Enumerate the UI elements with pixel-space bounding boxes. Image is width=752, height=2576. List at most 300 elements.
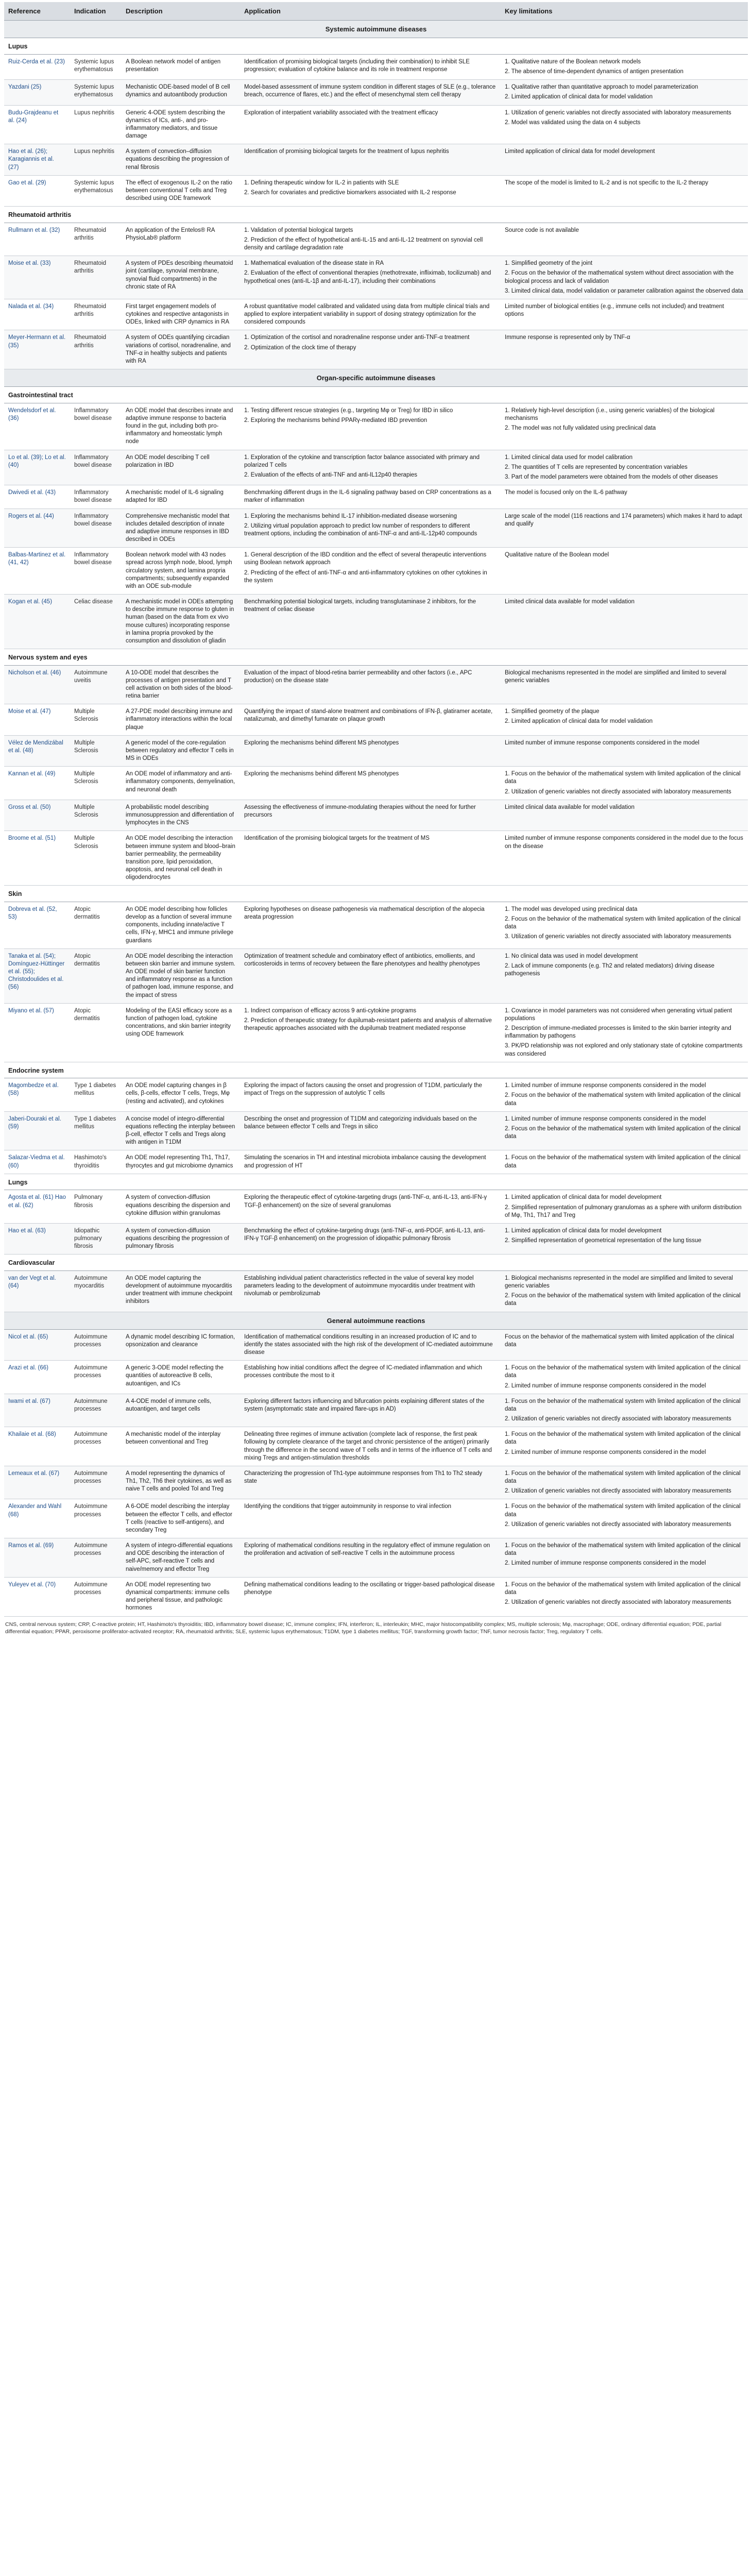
limitation-item: 1. Focus on the behavior of the mathematical system with limited application of the clinical data [505, 1543, 741, 1557]
cell-application [240, 1190, 501, 1224]
subsection-header-row [4, 1255, 748, 1271]
limitation-item: 1. Covariance in model parameters was not considered when generating virtual patient populations [505, 1007, 732, 1022]
table-row [4, 223, 748, 256]
application-item: Exploration of interpatient variability associated with the treatment efficacy [244, 109, 438, 116]
limitation-item: 2. Focus on the behavior of the mathematical system with limited application of the clinical data [505, 1293, 741, 1307]
limitation-item: Limited clinical data available for model validation [505, 804, 635, 810]
table-row [4, 1223, 748, 1255]
application-item: Exploring hypotheses on disease pathogenesis via mathematical description of the alopecia areata progression [244, 906, 485, 921]
application-item: Describing the onset and progression of T1DM and categorizing individuals based on the balance between effector T cells and Tregs in silico [244, 1115, 477, 1130]
subsection-title: Skin [4, 886, 748, 902]
cell-reference: Kannan et al. (49) [4, 767, 70, 800]
cell-application [240, 665, 501, 704]
limitation-item: 1. Relatively high-level description (i.e., using generic variables) of the biological mechanisms [505, 407, 715, 421]
cell-limitations [501, 548, 748, 595]
cell-description: An ODE model representing two dynamical compartments: immune cells and peripheral tissue, and pathologic hormones [122, 1577, 240, 1616]
cell-indication: Inflammatory bowel disease [70, 548, 122, 595]
subsection-title: Lupus [4, 38, 748, 55]
cell-indication: Systemic lupus erythematosus [70, 175, 122, 207]
cell-application [240, 1361, 501, 1394]
application-item: Identifying the conditions that trigger autoimmunity in response to viral infection [244, 1503, 452, 1510]
cell-description: A generic model of the core-regulation between regulatory and effector T cells in MS in ODEs [122, 735, 240, 767]
cell-indication: Multiple Sclerosis [70, 704, 122, 736]
subsection-title: Cardiovascular [4, 1255, 748, 1271]
table-header [4, 2, 748, 21]
cell-description: A 6-ODE model describing the interplay between the effector T cells, and effector T cells (reactive to self-antigens), and secondary Treg [122, 1499, 240, 1538]
cell-reference: Moise et al. (33) [4, 256, 70, 299]
cell-indication: Lupus nephritis [70, 105, 122, 144]
application-item: 1. Mathematical evaluation of the disease state in RA [244, 260, 384, 267]
cell-description: A 10-ODE model that describes the processes of antigen presentation and T cell activation on both sides of the blood-retina barrier [122, 665, 240, 704]
subsection-header-row [4, 886, 748, 902]
cell-application [240, 485, 501, 509]
header-reference: Reference [4, 2, 70, 21]
cell-application [240, 595, 501, 649]
table-row [4, 1111, 748, 1150]
table-row [4, 330, 748, 369]
limitation-item: 1. Limited number of immune response components considered in the model [505, 1115, 706, 1122]
application-item: Assessing the effectiveness of immune-modulating therapies without the need for further precursors [244, 804, 476, 818]
table-row [4, 595, 748, 649]
cell-limitations [501, 450, 748, 485]
application-item: Exploring different factors influencing and bifurcation points explaining different states of the system (asymptomatic state and impaired flare-ups in AD) [244, 1398, 485, 1412]
cell-description: Modeling of the EASI efficacy score as a function of pathogen load, cytokine concentrations, and skin barrier integrity using ODE framework [122, 1003, 240, 1062]
cell-description: A 27-PDE model describing immune and inflammatory interactions within the local plaque [122, 704, 240, 736]
limitation-item: 1. Qualitative rather than quantitative approach to model parameterization [505, 84, 698, 91]
cell-reference: Iwami et al. (67) [4, 1394, 70, 1427]
cell-indication: Systemic lupus erythematosus [70, 80, 122, 105]
cell-description: A 4-ODE model of immune cells, autoantigen, and target cells [122, 1394, 240, 1427]
cell-reference: Dobreva et al. (52, 53) [4, 902, 70, 948]
table-row [4, 1003, 748, 1062]
header-application: Application [240, 2, 501, 21]
cell-limitations [501, 1270, 748, 1312]
application-item: Exploring of mathematical conditions resulting in the regulatory effect of immune regulation on the proliferation and activation of self-reactive T cells in the autoimmune process [244, 1543, 490, 1557]
cell-limitations [501, 1003, 748, 1062]
cell-description: An ODE model capturing changes in β cells, β-cells, effector T cells, Tregs, Mφ (resting and activated), and cytokines [122, 1078, 240, 1112]
limitation-item: 3. Part of the model parameters were obtained from the models of other diseases [505, 473, 718, 480]
header-limitations: Key limitations [501, 2, 748, 21]
cell-description: An ODE model describing how follicles develop as a function of several immune components, including innate/active T cells, IFN-γ, MHC1 and immune privilege guardians [122, 902, 240, 948]
cell-reference: Nalada et al. (34) [4, 299, 70, 330]
table-row [4, 735, 748, 767]
cell-limitations [501, 1223, 748, 1255]
cell-limitations [501, 800, 748, 831]
limitation-item: 2. Utilization of generic variables not directly associated with laboratory measurements [505, 1521, 731, 1528]
section-title: General autoimmune reactions [4, 1312, 748, 1329]
limitation-item: Immune response is represented only by TNF-α [505, 334, 630, 341]
cell-indication: Inflammatory bowel disease [70, 450, 122, 485]
limitation-item: 1. Focus on the behavior of the mathematical system with limited application of the clinical data [505, 1470, 741, 1485]
cell-application [240, 548, 501, 595]
cell-reference: Gross et al. (50) [4, 800, 70, 831]
cell-limitations [501, 735, 748, 767]
limitation-item: Large scale of the model (116 reactions and 174 parameters) which makes it hard to adapt and qualify [505, 513, 742, 527]
limitation-item: Limited number of biological entities (e.g., immune cells not included) and treatment options [505, 303, 724, 318]
table-row [4, 902, 748, 948]
cell-limitations [501, 1190, 748, 1224]
limitation-item: 1. Simplified geometry of the plaque [505, 708, 600, 715]
cell-reference: Dwivedi et al. (43) [4, 485, 70, 509]
table-row [4, 1190, 748, 1224]
subsection-title: Rheumatoid arthritis [4, 207, 748, 223]
cell-description: A system of integro-differential equations and ODE describing the interaction of self-APC, self-reactive T cells and naive/memory and effector Treg [122, 1538, 240, 1578]
application-item: Establishing how initial conditions affect the degree of IC-mediated inflammation and which processes contribute the most to it [244, 1365, 482, 1379]
cell-limitations [501, 1466, 748, 1499]
cell-indication: Autoimmune processes [70, 1577, 122, 1616]
application-item: 2. Evaluation of the effects of anti-TNF and anti-IL12p40 therapies [244, 471, 418, 478]
application-item: Identification of promising biological targets for the treatment of lupus nephritis [244, 148, 449, 155]
limitation-item: Source code is not available [505, 227, 579, 233]
cell-application [240, 767, 501, 800]
section-header-row [4, 21, 748, 38]
table-row [4, 1150, 748, 1174]
limitation-item: 3. Limited clinical data, model validation or parameter calibration against the observed data [505, 287, 743, 294]
cell-description: An ODE model capturing the development of autoimmune myocarditis under treatment with immune checkpoint inhibitors [122, 1270, 240, 1312]
cell-indication: Hashimoto's thyroiditis [70, 1150, 122, 1174]
cell-reference: Jaberi-Douraki et al. (59) [4, 1111, 70, 1150]
application-item: Identification of the promising biological targets for the treatment of MS [244, 835, 430, 842]
cell-description: A dynamic model describing IC formation, opsonization and clearance [122, 1329, 240, 1361]
cell-limitations [501, 403, 748, 450]
limitation-item: 2. Limited application of clinical data for model validation [505, 718, 653, 725]
table-body [4, 21, 748, 1616]
cell-indication: Autoimmune processes [70, 1361, 122, 1394]
cell-limitations [501, 665, 748, 704]
limitation-item: 1. Focus on the behavior of the mathematical system with limited application of the clinical data [505, 1365, 741, 1379]
limitation-item: 2. Model was validated using the data on 4 subjects [505, 119, 641, 126]
limitation-item: 1. No clinical data was used in model development [505, 953, 638, 959]
cell-description: A probabilistic model describing immunosuppression and differentiation of lymphocytes in the CNS [122, 800, 240, 831]
limitation-item: 3. Utilization of generic variables not directly associated with laboratory measurements [505, 934, 731, 940]
table-row [4, 1466, 748, 1499]
cell-indication: Inflammatory bowel disease [70, 509, 122, 548]
cell-description: A mechanistic model of the interplay between conventional and Treg [122, 1427, 240, 1466]
cell-reference: Agosta et al. (61) Hao et al. (62) [4, 1190, 70, 1224]
limitation-item: 1. Biological mechanisms represented in the model are simplified and limited to several generic variables [505, 1275, 733, 1290]
cell-application [240, 403, 501, 450]
cell-limitations [501, 509, 748, 548]
application-item: Benchmarking different drugs in the IL-6 signaling pathway based on CRP concentrations as a marker of inflammation [244, 489, 491, 504]
cell-indication: Lupus nephritis [70, 144, 122, 176]
cell-description: A mechanistic model in ODEs attempting to describe immune response to gluten in human (based on the data from ex vivo mouse cultures) incorporating response in lamina propria provoked by the consumption and dissolution of gliadin [122, 595, 240, 649]
limitation-item: 1. Limited number of immune response components considered in the model [505, 1082, 706, 1089]
application-item: Identification of mathematical conditions resulting in an increased production of IC and to identify the states associated with the high risk of the development of IC-mediated autoimmune disease [244, 1333, 493, 1356]
cell-application [240, 450, 501, 485]
cell-description: A model representing the dynamics of Th1, Th2, Th6 their cytokines, as well as naive T cells and pooled Tol and Treg [122, 1466, 240, 1499]
cell-application [240, 1466, 501, 1499]
limitation-item: 2. Focus on the behavior of the mathematical system with limited application of the clinical data [505, 1125, 741, 1140]
cell-description: Mechanistic ODE-based model of B cell dynamics and autoantibody production [122, 80, 240, 105]
cell-indication: Multiple Sclerosis [70, 831, 122, 886]
cell-reference: Gao et al. (29) [4, 175, 70, 207]
cell-application [240, 1577, 501, 1616]
cell-indication: Multiple Sclerosis [70, 767, 122, 800]
cell-application [240, 1538, 501, 1578]
limitation-item: Limited clinical data available for model validation [505, 599, 635, 605]
cell-reference: Balbas-Martinez et al. (41, 42) [4, 548, 70, 595]
cell-limitations [501, 175, 748, 207]
cell-reference: Tanaka et al. (54); Domínguez-Hüttinger et al. (55); Christodoulides et al. (56) [4, 948, 70, 1003]
cell-description: A concise model of integro-differential equations reflecting the interplay between β-cell, effector T cells and Tregs along with antigen in T1DM [122, 1111, 240, 1150]
cell-description: A system of PDEs describing rheumatoid joint (cartilage, synovial membrane, synovial fluid compartments) in the chronic state of RA [122, 256, 240, 299]
limitation-item: 1. Simplified geometry of the joint [505, 260, 593, 267]
cell-reference: Miyano et al. (57) [4, 1003, 70, 1062]
limitation-item: 2. Limited number of immune response components considered in the model [505, 1382, 706, 1389]
application-item: Delineating three regimes of immune activation (complete lack of response, the first peak following by complete clearance of the target and chronic persistence of the antigen) primarily through the difference in the second wave of T cells and in terms of the influence of T cells and mixing Tregs and antigen-stimulation thresholds [244, 1431, 492, 1461]
cell-application [240, 299, 501, 330]
cell-indication: Autoimmune processes [70, 1538, 122, 1578]
subsection-header-row [4, 649, 748, 666]
cell-limitations [501, 1329, 748, 1361]
cell-reference: Ruiz-Cerda et al. (23) [4, 54, 70, 79]
subsection-header-row [4, 1062, 748, 1078]
limitation-item: Limited application of clinical data for model development [505, 148, 655, 155]
cell-description: An ODE model describing the interaction between skin barrier and immune system. An ODE model of skin barrier function and inflammatory response as a function of pathogen load, immune response, and the impact of stress [122, 948, 240, 1003]
cell-limitations [501, 767, 748, 800]
cell-reference: Alexander and Wahl (68) [4, 1499, 70, 1538]
cell-application [240, 902, 501, 948]
cell-application [240, 330, 501, 369]
application-item: 2. Evaluation of the effect of conventional therapies (methotrexate, infliximab, tocilizumab) and hypothetical ones (anti-IL-1β and anti-IL-17), including their combinations [244, 270, 491, 284]
application-item: 2. Utilizing virtual population approach to predict low number of responders to different treatment options, including the combination of anti-TNF-α and anti-IL-12p40 compounds [244, 522, 477, 537]
cell-reference: Arazi et al. (66) [4, 1361, 70, 1394]
application-item: 2. Predicting of the effect of anti-TNF-α and anti-inflammatory cytokines on other cytokines in the system [244, 569, 487, 584]
cell-limitations [501, 80, 748, 105]
application-item: 2. Optimization of the clock time of therapy [244, 344, 356, 351]
table-row [4, 509, 748, 548]
table-row [4, 1078, 748, 1112]
cell-indication: Multiple Sclerosis [70, 735, 122, 767]
cell-application [240, 256, 501, 299]
cell-indication: Atopic dermatitis [70, 948, 122, 1003]
limitation-item: 2. Limited number of immune response components considered in the model [505, 1449, 706, 1455]
cell-reference: Nicol et al. (65) [4, 1329, 70, 1361]
limitation-item: 1. Limited application of clinical data for model development [505, 1194, 662, 1201]
cell-indication: Systemic lupus erythematosus [70, 54, 122, 79]
cell-limitations [501, 1150, 748, 1174]
table-row [4, 450, 748, 485]
table-row [4, 485, 748, 509]
application-item: 1. General description of the IBD condition and the effect of several therapeutic interventions using Boolean network approach [244, 552, 487, 566]
cell-indication: Autoimmune processes [70, 1499, 122, 1538]
limitation-item: The model is focused only on the IL-6 pathway [505, 489, 627, 496]
cell-application [240, 509, 501, 548]
limitation-item: 2. Focus on the behavior of the mathematical system without direct association with the biological process and lack of validation [505, 270, 734, 284]
cell-application [240, 800, 501, 831]
limitation-item: 2. Utilization of generic variables not directly associated with laboratory measurements [505, 1488, 731, 1495]
application-item: Simulating the scenarios in TH and intestinal microbiota imbalance causing the development and progression of HT [244, 1155, 486, 1169]
limitation-item: 2. Utilization of generic variables not directly associated with laboratory measurements [505, 1416, 731, 1422]
cell-application [240, 704, 501, 736]
table-row [4, 767, 748, 800]
application-item: Model-based assessment of immune system condition in different stages of SLE (e.g., tolerance breach, occurrence of flares, etc.) and the effect of mesenchymal stem cell therapy [244, 84, 496, 98]
cell-application [240, 175, 501, 207]
section-title: Systemic autoimmune diseases [4, 21, 748, 38]
table-row [4, 256, 748, 299]
limitation-item: 2. Focus on the behavior of the mathematical system with limited application of the clinical data [505, 1092, 741, 1107]
cell-limitations [501, 54, 748, 79]
cell-reference: Kogan et al. (45) [4, 595, 70, 649]
cell-indication: Rheumatoid arthritis [70, 223, 122, 256]
cell-limitations [501, 1078, 748, 1112]
cell-limitations [501, 1111, 748, 1150]
table-row [4, 548, 748, 595]
cell-reference: van der Vegt et al. (64) [4, 1270, 70, 1312]
cell-application [240, 54, 501, 79]
table-row [4, 1577, 748, 1616]
cell-limitations [501, 256, 748, 299]
cell-limitations [501, 223, 748, 256]
header-description: Description [122, 2, 240, 21]
cell-description: An ODE model of inflammatory and anti-inflammatory components, demyelination, and neuronal death [122, 767, 240, 800]
cell-limitations [501, 595, 748, 649]
cell-reference: Broome et al. (51) [4, 831, 70, 886]
cell-application [240, 105, 501, 144]
cell-description: The effect of exogenous IL-2 on the ratio between conventional T cells and Treg described using ODE framework [122, 175, 240, 207]
cell-reference: Vélez de Mendizábal et al. (48) [4, 735, 70, 767]
section-title: Organ-specific autoimmune diseases [4, 369, 748, 387]
application-item: 1. Exploration of the cytokine and transcription factor balance associated with primary and polarized T cells [244, 454, 480, 468]
cell-reference: Salazar-Viedma et al. (60) [4, 1150, 70, 1174]
cell-limitations [501, 948, 748, 1003]
table-row [4, 80, 748, 105]
cell-indication: Autoimmune myocarditis [70, 1270, 122, 1312]
application-item: Benchmarking the effect of cytokine-targeting drugs (anti-TNF-α, anti-PDGF, anti-IL-13, anti-IFN-γ TGF-β enhancement) on the progression of idiopathic pulmonary fibrosis [244, 1227, 485, 1242]
subsection-header-row [4, 1174, 748, 1190]
cell-indication: Inflammatory bowel disease [70, 485, 122, 509]
application-item: 1. Indirect comparison of efficacy across 9 anti-cytokine programs [244, 1007, 417, 1014]
cell-limitations [501, 1499, 748, 1538]
cell-description: A Boolean network model of antigen presentation [122, 54, 240, 79]
limitation-item: 2. The model was not fully validated using preclinical data [505, 425, 656, 432]
cell-description: Boolean network model with 43 nodes spread across lymph node, blood, lymph circulatory system, and lamina propria compartments; subsequently expanded with an ODE sub-module [122, 548, 240, 595]
cell-indication: Celiac disease [70, 595, 122, 649]
application-item: Defining mathematical conditions leading to the oscillating or trigger-based pathological disease phenotype [244, 1581, 495, 1596]
application-item: 1. Optimization of the cortisol and noradrenaline response under anti-TNF-α treatment [244, 334, 470, 341]
cell-description: A system of convection–diffusion equations describing the progression of renal fibrosis [122, 144, 240, 176]
cell-application [240, 1078, 501, 1112]
limitation-item: 2. Description of immune-mediated processes is limited to the skin barrier integrity and inflammation by pathogens [505, 1025, 731, 1040]
cell-reference: Rogers et al. (44) [4, 509, 70, 548]
limitation-item: Limited number of immune response components considered in the model [505, 739, 699, 746]
limitation-item: 1. Focus on the behavior of the mathematical system with limited application of the clinical data [505, 771, 741, 785]
cell-reference: Khailaie et al. (68) [4, 1427, 70, 1466]
limitation-item: 1. Focus on the behavior of the mathematical system with limited application of the clinical data [505, 1431, 741, 1446]
cell-reference: Lo et al. (39); Lo et al. (40) [4, 450, 70, 485]
limitation-item: 2. The absence of time-dependent dynamics of antigen presentation [505, 68, 683, 75]
table-row [4, 800, 748, 831]
cell-reference: Meyer-Hermann et al. (35) [4, 330, 70, 369]
cell-indication: Rheumatoid arthritis [70, 256, 122, 299]
limitation-item: Biological mechanisms represented in the model are simplified and limited to several generic variables [505, 669, 727, 684]
cell-indication: Autoimmune processes [70, 1329, 122, 1361]
cell-limitations [501, 144, 748, 176]
subsection-header-row [4, 38, 748, 55]
application-item: 2. Prediction of the effect of hypothetical anti-IL-15 and anti-IL-12 treatment on synovial cell density and cartilage degradation rate [244, 236, 483, 251]
application-item: 2. Exploring the mechanisms behind PPARγ-mediated IBD prevention [244, 417, 428, 423]
cell-indication: Idiopathic pulmonary fibrosis [70, 1223, 122, 1255]
table-row [4, 175, 748, 207]
limitation-item: 1. Focus on the behavior of the mathematical system with limited application of the clinical data [505, 1581, 741, 1596]
limitation-item: 3. PK/PD relationship was not explored and only stationary state of cytokine compartments was considered [505, 1043, 743, 1057]
table-row [4, 144, 748, 176]
cell-indication: Type 1 diabetes mellitus [70, 1111, 122, 1150]
limitation-item: 1. The model was developed using preclinical data [505, 906, 638, 912]
cell-indication: Inflammatory bowel disease [70, 403, 122, 450]
limitation-item: 1. Focus on the behavior of the mathematical system with limited application of the clinical data [505, 1398, 741, 1412]
limitation-item: 2. Utilization of generic variables not directly associated with laboratory measurements [505, 788, 731, 795]
table-row [4, 948, 748, 1003]
cell-description: A system of ODEs quantifying circadian variations of cortisol, noradrenaline, and TNF-α in healthy subjects and patients with RA [122, 330, 240, 369]
limitation-item: Qualitative nature of the Boolean model [505, 552, 609, 558]
table-row [4, 1427, 748, 1466]
limitation-item: 1. Limited application of clinical data for model development [505, 1227, 662, 1234]
limitation-item: 2. Simplified representation of geometrical representation of the lung tissue [505, 1238, 702, 1244]
limitation-item: 1. Qualitative nature of the Boolean network models [505, 58, 641, 65]
cell-reference: Lemeaux et al. (67) [4, 1466, 70, 1499]
cell-reference: Hao et al. (26); Karagiannis et al. (27) [4, 144, 70, 176]
cell-reference: Wendelsdorf et al. (36) [4, 403, 70, 450]
limitation-item: Focus on the behavior of the mathematical system with limited application of the clinical data [505, 1333, 734, 1348]
cell-description: An application of the Entelos® RA PhysioLab® platform [122, 223, 240, 256]
subsection-header-row [4, 207, 748, 223]
subsection-title: Nervous system and eyes [4, 649, 748, 666]
cell-indication: Autoimmune processes [70, 1394, 122, 1427]
cell-application [240, 1329, 501, 1361]
cell-application [240, 735, 501, 767]
application-item: Establishing individual patient characteristics reflected in the value of several key model parameters leading to the development of autoimmune myocarditis under treatment with nivolumab or pembrolizumab [244, 1275, 475, 1297]
application-item: Identification of promising biological targets (including their combination) to inhibit SLE progression; evaluation of cytokine balance and its role in treatment response [244, 58, 470, 73]
cell-reference: Yazdani (25) [4, 80, 70, 105]
cell-application [240, 223, 501, 256]
section-header-row [4, 369, 748, 387]
table-row [4, 1538, 748, 1578]
application-item: Evaluation of the impact of blood-retina barrier permeability and other factors (i.e., APC production) on the disease state [244, 669, 472, 684]
cell-reference: Nicholson et al. (46) [4, 665, 70, 704]
limitation-item: 2. Limited application of clinical data for model validation [505, 94, 653, 100]
application-item: A robust quantitative model calibrated and validated using data from multiple clinical trials and applied to explore interpatient variability in support of dosing strategy optimization for the considered compounds [244, 303, 490, 326]
cell-indication: Atopic dermatitis [70, 902, 122, 948]
cell-description: A system of convection-diffusion equations describing the dispersion and cytokine diffusion within granulomas [122, 1190, 240, 1224]
application-item: Exploring the mechanisms behind different MS phenotypes [244, 739, 399, 746]
section-header-row [4, 1312, 748, 1329]
cell-application [240, 1270, 501, 1312]
subsection-title: Lungs [4, 1174, 748, 1190]
application-item: Quantifying the impact of stand-alone treatment and combinations of IFN-β, glatiramer acetate, natalizumab, and dimethyl fumarate on plaque growth [244, 708, 493, 723]
limitation-item: 2. Limited number of immune response components considered in the model [505, 1560, 706, 1567]
limitation-item: 2. Utilization of generic variables not directly associated with laboratory measurements [505, 1599, 731, 1606]
cell-indication: Type 1 diabetes mellitus [70, 1078, 122, 1112]
cell-reference: Rullmann et al. (32) [4, 223, 70, 256]
cell-description: A mechanistic model of IL-6 signaling adapted for IBD [122, 485, 240, 509]
cell-description: An ODE model describing the interaction between immune system and blood–brain barrier permeability, the permeability transition pore, lipid peroxidation, apoptosis, and neuronal cell death in oligodendrocytes [122, 831, 240, 886]
cell-description: An ODE model describing T cell polarization in IBD [122, 450, 240, 485]
cell-indication: Rheumatoid arthritis [70, 330, 122, 369]
table-row [4, 1499, 748, 1538]
table-row [4, 1394, 748, 1427]
cell-application [240, 1111, 501, 1150]
cell-limitations [501, 1538, 748, 1578]
cell-indication: Multiple Sclerosis [70, 800, 122, 831]
cell-description: An ODE model representing Th1, Th17, thyrocytes and gut microbiome dynamics [122, 1150, 240, 1174]
cell-indication: Autoimmune processes [70, 1466, 122, 1499]
application-item: Characterizing the progression of Th1-type autoimmune responses from Th1 to Th2 steady state [244, 1470, 483, 1485]
cell-limitations [501, 105, 748, 144]
cell-application [240, 1003, 501, 1062]
cell-application [240, 1223, 501, 1255]
cell-limitations [501, 299, 748, 330]
